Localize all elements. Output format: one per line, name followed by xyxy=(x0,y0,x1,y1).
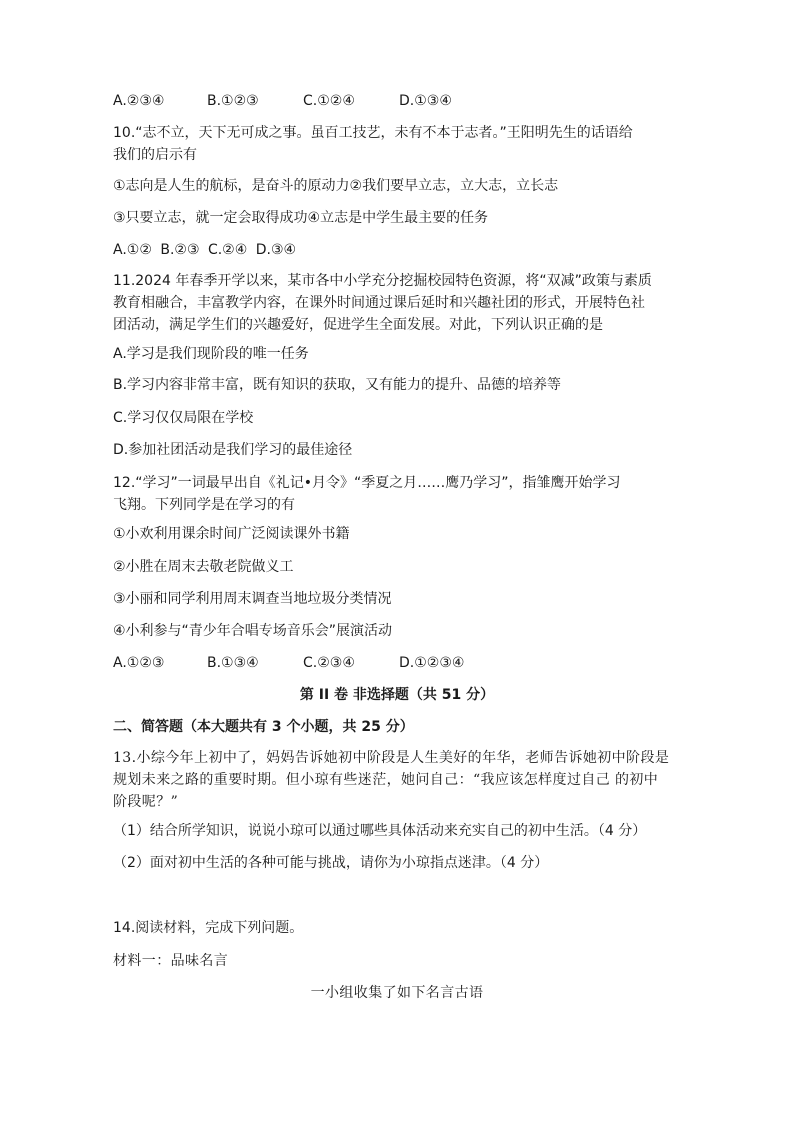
q11-stem-line-3: 团活动，满足学生们的兴趣爱好，促进学生全面发展。对此，下列认识正确的是 xyxy=(113,317,603,333)
q13-sub-question-1: （1）结合所学知识，说说小琼可以通过哪些具体活动来充实自己的初中生活。（4 分） xyxy=(113,823,647,839)
q12-statement-4: ④小利参与“青少年合唱专场音乐会”展演活动 xyxy=(113,623,393,639)
q9-option-d: D.①③④ xyxy=(399,93,452,109)
q9-option-a: A.②③④ xyxy=(113,93,165,109)
q11-option-a: A.学习是我们现阶段的唯一任务 xyxy=(113,346,309,362)
q10-statement-line-1: ①志向是人生的航标，是奋斗的原动力②我们要早立志，立大志，立长志 xyxy=(113,178,559,194)
q12-statement-2: ②小胜在周末去敬老院做义工 xyxy=(113,559,294,575)
q12-option-b: B.①③④ xyxy=(207,655,259,671)
q10-option-d: D.③④ xyxy=(255,242,297,258)
q11-option-d: D.参加社团活动是我们学习的最佳途径 xyxy=(113,442,353,458)
section2-title: 二、简答题（本大题共有 3 个小题，共 25 分） xyxy=(113,719,414,735)
q12-stem-line-1: 12.“学习”一词最早出自《礼记•月令》“季夏之月……鹰乃学习”，指雏鹰开始学习 xyxy=(113,475,621,491)
q12-option-c: C.②③④ xyxy=(303,655,355,671)
q10-statement-line-2: ③只要立志，就一定会取得成功④立志是中学生最主要的任务 xyxy=(113,210,489,226)
q10-stem-line-2: 我们的启示有 xyxy=(113,147,197,163)
q10-option-c: C.②④ xyxy=(207,242,248,258)
q11-stem-line-2: 教育相融合，丰富教学内容，在课外时间通过课后延时和兴趣社团的形式，开展特色社 xyxy=(113,295,645,311)
q14-material-1-caption: 一小组收集了如下名言古语 xyxy=(310,985,484,1001)
q11-stem-line-1: 11.2024 年春季开学以来，某市各中小学充分挖掘校园特色资源，将“双减”政策与素质 xyxy=(113,273,652,289)
q13-stem-line-2: 规划未来之路的重要时期。但小琼有些迷茫，她问自己：“我应该怎样度过自己 的初中 xyxy=(113,772,659,788)
q13-stem-line-3: 阶段呢？” xyxy=(113,794,179,810)
q12-statement-1: ①小欢利用课余时间广泛阅读课外书籍 xyxy=(113,526,350,542)
q10-option-a: A.①② xyxy=(113,242,152,258)
q11-option-c: C.学习仅仅局限在学校 xyxy=(113,410,254,426)
part2-title: 第 II 卷 非选择题（共 51 分） xyxy=(299,687,495,703)
q10-options xyxy=(113,241,300,259)
q12-option-a: A.①②③ xyxy=(113,655,165,671)
q13-stem-line-1: 13.小综今年上初中了，妈妈告诉她初中阶段是人生美好的年华，老师告诉她初中阶段是 xyxy=(113,750,670,766)
q14-material-1-label: 材料一：品味名言 xyxy=(113,953,229,969)
q12-option-d: D.①②③④ xyxy=(399,655,465,671)
q11-option-b: B.学习内容非常丰富，既有知识的获取，又有能力的提升、品德的培养等 xyxy=(113,377,562,393)
q10-stem-line-1: 10.“志不立，天下无可成之事。虽百工技艺，未有不本于志者。”王阳明先生的话语给 xyxy=(113,125,633,141)
q14-stem: 14.阅读材料，完成下列问题。 xyxy=(113,920,304,936)
q9-option-c: C.①②④ xyxy=(303,93,355,109)
q12-stem-line-2: 飞翔。下列同学是在学习的有 xyxy=(113,497,295,513)
q10-option-b: B.②③ xyxy=(160,242,200,258)
q9-option-b: B.①②③ xyxy=(207,93,259,109)
q12-statement-3: ③小丽和同学利用周末调查当地垃圾分类情况 xyxy=(113,591,392,607)
q13-sub-question-2: （2）面对初中生活的各种可能与挑战，请你为小琼指点迷津。（4 分） xyxy=(113,855,549,871)
